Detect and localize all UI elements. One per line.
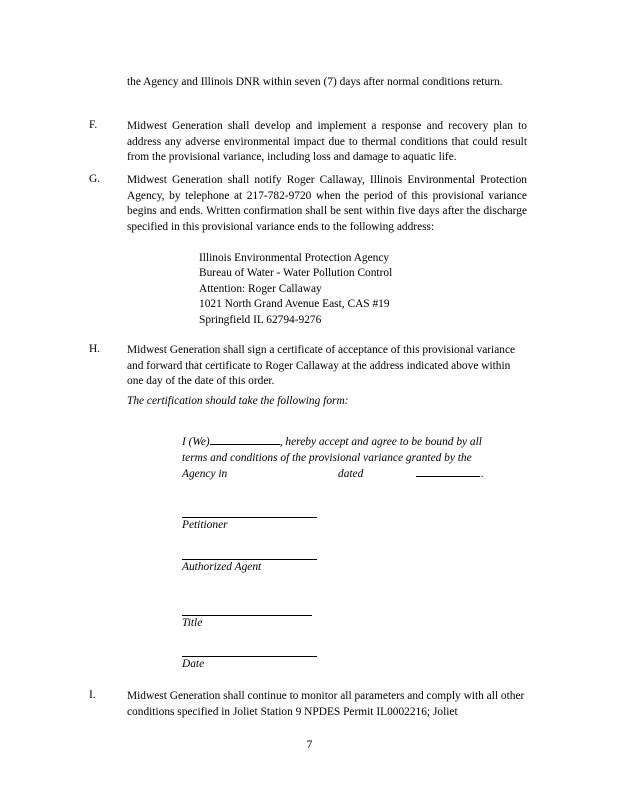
date-blank[interactable] <box>416 466 480 477</box>
agent-signature-line[interactable] <box>182 559 317 560</box>
address-line: Springfield IL 62794-9276 <box>199 313 322 326</box>
date-label: Date <box>182 658 205 670</box>
certification-form <box>182 434 512 482</box>
item-g-text: Midwest Generation shall notify Roger Callaway, Illinois Environmental Protection Agency, by telephone at 217-782-9720 when the period of this provisional variance begins and ends. Written confirmation shall be sent within five days after the discharge specified in this provisional variance ends to the following address: <box>127 174 527 233</box>
item-f-text: Midwest Generation shall develop and implement a response and recovery plan to address any adverse environmental impact due to thermal conditions that could result from the provisional variance, including loss and damage to aquatic life. <box>127 120 527 164</box>
item-h-letter: H. <box>89 343 101 355</box>
page-number: 7 <box>306 739 313 751</box>
item-i-letter: I. <box>89 689 96 701</box>
title-label: Title <box>182 617 203 629</box>
cert-accept: , hereby accept and agree to be bound by all <box>279 436 482 448</box>
item-i-text: Midwest Generation shall continue to monitor all parameters and comply with all other conditions specified in Joliet Station 9 NPDES Permit IL0002216; Joliet <box>127 690 525 718</box>
cert-period: . <box>481 468 484 480</box>
item-f-letter: F. <box>89 119 98 131</box>
petitioner-label: Petitioner <box>182 519 228 531</box>
certification-intro: The certification should take the following form: <box>127 395 349 407</box>
item-h-text: Midwest Generation shall sign a certificate of acceptance of this provisional variance and forward that certificate to Roger Callaway at the address indicated above within one day of the date of this order. <box>127 344 516 388</box>
cert-terms: terms and conditions of the provisional variance granted by the <box>182 452 472 464</box>
cert-we: I (We) <box>182 436 210 448</box>
title-signature-line[interactable] <box>182 615 312 616</box>
item-g-letter: G. <box>89 173 101 185</box>
cert-agency-in: Agency in <box>182 468 228 480</box>
address-line: Bureau of Water - Water Pollution Control <box>199 267 393 280</box>
mailing-address <box>199 251 392 328</box>
address-line: Illinois Environmental Protection Agency <box>199 252 390 264</box>
item-e-continuation: the Agency and Illinois DNR within seven (7) days after normal conditions return. <box>127 76 503 88</box>
authorized-agent-label: Authorized Agent <box>182 561 262 573</box>
petitioner-signature-line[interactable] <box>182 517 317 518</box>
petitioner-name-blank[interactable] <box>210 434 280 445</box>
address-line: 1021 North Grand Avenue East, CAS #19 <box>199 298 390 311</box>
date-signature-line[interactable] <box>182 656 317 657</box>
address-line: Attention: Roger Callaway <box>199 282 322 295</box>
cert-dated: dated <box>338 468 364 480</box>
